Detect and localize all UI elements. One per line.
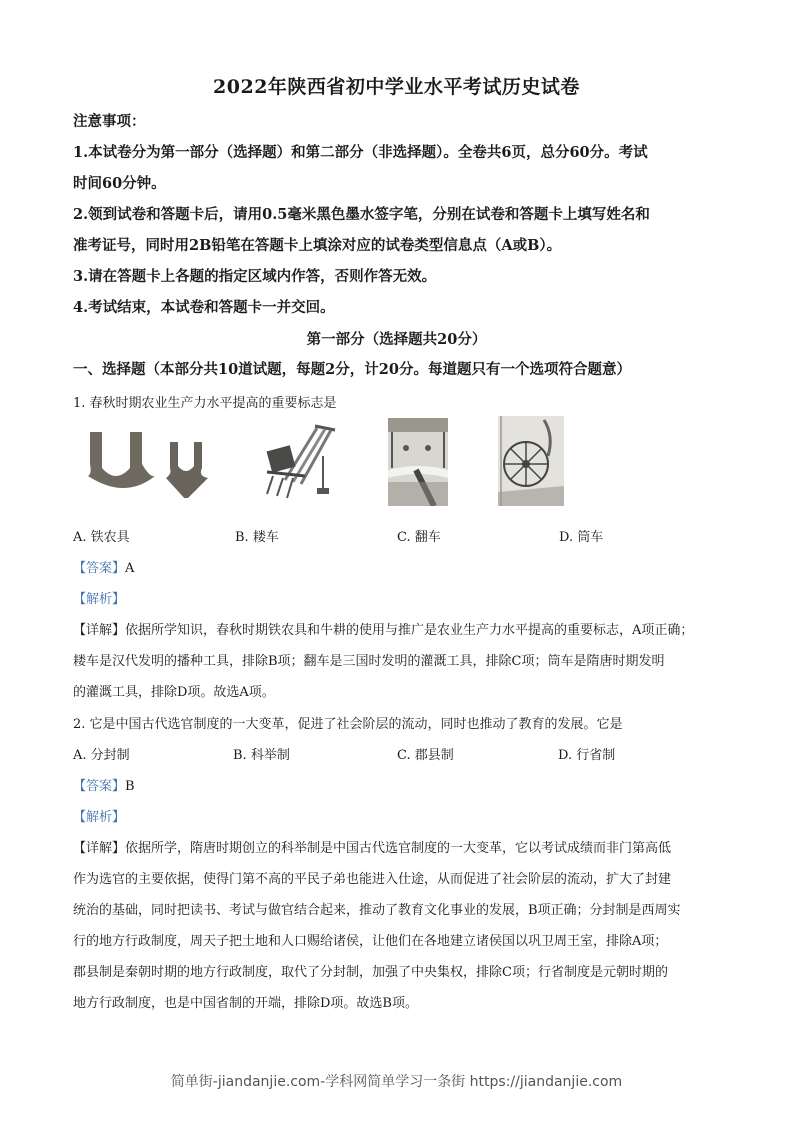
answer-label: 【答案】 [73, 561, 126, 576]
question-2-analysis-label: 【解析】 [73, 810, 126, 825]
iron-farm-tools-image [80, 428, 220, 498]
question-2-option-a: A. 分封制 [73, 748, 130, 763]
question-2-detail-line: 作为选官的主要依据，使得门第不高的平民子弟也能进入仕途，从而促进了社会阶层的流动，扩大了封建 [73, 872, 672, 887]
notice-line: 时间60分钟。 [73, 175, 166, 192]
question-2-option-d: D. 行省制 [558, 748, 616, 763]
part1-heading: 第一部分（选择题共20分） [306, 331, 487, 348]
question-1-answer [73, 557, 134, 576]
notice-line: 3.请在答题卡上各题的指定区域内作答，否则作答无效。 [73, 268, 437, 285]
question-1-option-c: C. 翻车 [397, 530, 441, 545]
answer-value: B [125, 779, 135, 794]
question-1-analysis-label: 【解析】 [73, 592, 126, 607]
detail-text: 依据所学知识，春秋时期铁农具和牛耕的使用与推广是农业生产力水平提高的重要标志，A项正确； [125, 623, 694, 638]
answer-label: 【答案】 [73, 779, 126, 794]
notice-line: 1.本试卷分为第一部分（选择题）和第二部分（非选择题）。全卷共6页，总分60分。考试 [73, 144, 648, 161]
question-2-detail-line: 行的地方行政制度，周天子把土地和人口赐给诸侯，让他们在各地建立诸侯国以巩卫周王室，排除A项； [73, 934, 668, 949]
question-2-detail-line: 郡县制是秦朝时期的地方行政制度，取代了分封制，加强了中央集权，排除C项；行省制度是元朝时期的 [73, 965, 668, 980]
question-1-stem: 1. 春秋时期农业生产力水平提高的重要标志是 [73, 396, 337, 411]
detail-label: 【详解】 [73, 841, 126, 856]
exam-title: 2022年陕西省初中学业水平考试历史试卷 [213, 76, 580, 98]
question-1-option-a: A. 铁农具 [73, 530, 130, 545]
notice-line: 2.领到试卷和答题卡后，请用0.5毫米黑色墨水签字笔，分别在试卷和答题卡上填写姓名和 [73, 206, 650, 223]
question-2-detail-line: 地方行政制度，也是中国省制的开端，排除D项。故选B项。 [73, 996, 418, 1011]
detail-label: 【详解】 [73, 623, 126, 638]
question-2-answer [73, 775, 135, 794]
question-2-detail-line [73, 837, 671, 856]
notice-heading: 注意事项： [73, 113, 146, 130]
answer-value: A [125, 561, 135, 576]
question-2-stem: 2. 它是中国古代选官制度的一大变革，促进了社会阶层的流动，同时也推动了教育的发展。它是 [73, 717, 623, 732]
seed-drill-image [255, 420, 345, 500]
notice-line: 4.考试结束，本试卷和答题卡一并交回。 [73, 299, 335, 316]
section1-heading: 一、选择题（本部分共10道试题，每题2分，计20分。每道题只有一个选项符合题意） [73, 361, 631, 378]
detail-text: 依据所学，隋唐时期创立的科举制是中国古代选官制度的一大变革，它以考试成绩而非门第高低 [125, 841, 672, 856]
question-1-option-d: D. 筒车 [559, 530, 604, 545]
chain-pump-image [388, 418, 448, 506]
question-1-detail-line [73, 619, 693, 638]
question-2-option-b: B. 科举制 [233, 748, 290, 763]
notice-line: 准考证号，同时用2B铅笔在答题卡上填涂对应的试卷类型信息点（A或B）。 [73, 237, 562, 254]
question-2-option-c: C. 郡县制 [397, 748, 454, 763]
question-1-detail-line: 的灌溉工具，排除D项。故选A项。 [73, 685, 275, 700]
question-1-option-b: B. 耧车 [235, 530, 279, 545]
question-2-detail-line: 统治的基础，同时把读书、考试与做官结合起来，推动了教育文化事业的发展，B项正确；分封制是西周实 [73, 903, 681, 918]
water-wheel-image [498, 416, 564, 506]
footer-watermark-link[interactable]: 简单街-jiandanjie.com-学科网简单学习一条街 https://jiandanjie.com [170, 1074, 623, 1090]
question-1-detail-line: 耧车是汉代发明的播种工具，排除B项；翻车是三国时发明的灌溉工具，排除C项；筒车是隋唐时期发明 [73, 654, 665, 669]
